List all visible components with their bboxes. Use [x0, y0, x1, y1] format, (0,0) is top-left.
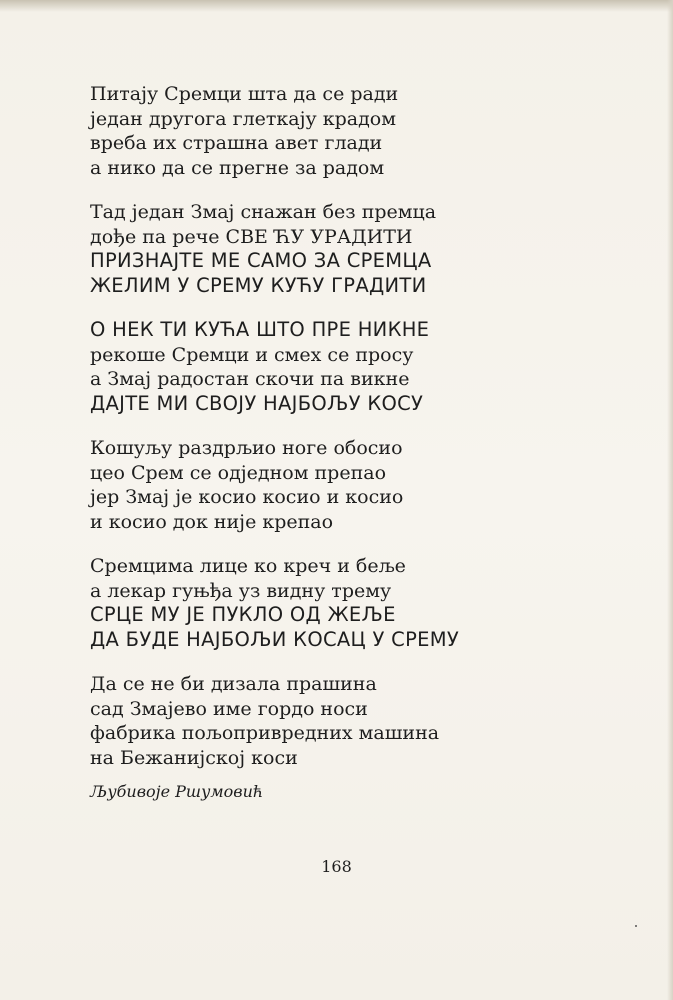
- poem-line: Да се не би дизала прашина: [90, 673, 377, 695]
- poem-line: а Змај радостан скочи па викне: [90, 368, 410, 390]
- poem-line: јер Змај је косио косио и косио: [90, 486, 404, 508]
- poem-line: цео Срем се одједном препао: [90, 461, 387, 484]
- paper-speck: [635, 925, 637, 927]
- poem-line: ДАЈТЕ МИ СВОЈУ НАЈБОЉУ КОСУ: [90, 391, 424, 415]
- poem-author: Љубивоје Ршумовић: [90, 782, 264, 801]
- poem-line: и косио док није крепао: [90, 510, 334, 533]
- poem-line: фабрика пољопривредних машина: [90, 722, 440, 744]
- poem-line: Тад један Змај снажан без премца: [90, 201, 437, 223]
- stanza: [90, 82, 560, 180]
- poem-line: ЖЕЛИМ У СРЕМУ КУЋУ ГРАДИТИ: [90, 273, 427, 297]
- stanza: [90, 554, 560, 652]
- poem-body: [90, 82, 560, 790]
- poem-line: рекоше Сремци и смех се просу: [90, 343, 414, 366]
- stanza: [90, 200, 560, 298]
- stanza: [90, 436, 560, 534]
- poem-line: ПРИЗНАЈТЕ МЕ САМО ЗА СРЕМЦА: [90, 249, 432, 272]
- poem-line: а лекар гуњђа уз видну трему: [90, 579, 392, 602]
- poem-line: један другога глеткају крадом: [90, 107, 396, 130]
- poem-line: дође па рече СВЕ ЋУ УРАДИТИ: [90, 225, 413, 248]
- poem-line: Питају Сремци шта да се ради: [90, 83, 399, 105]
- page-top-shadow: [0, 0, 673, 12]
- stanza: [90, 318, 560, 416]
- poem-line: сад Змајево име гордо носи: [90, 697, 368, 720]
- stanza: [90, 672, 560, 770]
- poem-line: Сремцима лице ко креч и беље: [90, 555, 406, 577]
- poem-line: СРЦЕ МУ ЈЕ ПУКЛО ОД ЖЕЉЕ: [90, 603, 396, 626]
- poem-line: Кошуљу раздрљио ноге обосио: [90, 437, 403, 459]
- page-right-edge: [667, 0, 673, 1000]
- poem-line: О НЕК ТИ КУЋА ШТО ПРЕ НИКНЕ: [90, 318, 430, 341]
- poem-line: а нико да се прегне за радом: [90, 156, 385, 179]
- page-number: 168: [321, 857, 352, 876]
- poem-line: ДА БУДЕ НАЈБОЉИ КОСАЦ У СРЕМУ: [90, 627, 460, 651]
- poem-line: на Бежанијској коси: [90, 746, 298, 769]
- poem-line: вреба их страшна авет глади: [90, 132, 383, 154]
